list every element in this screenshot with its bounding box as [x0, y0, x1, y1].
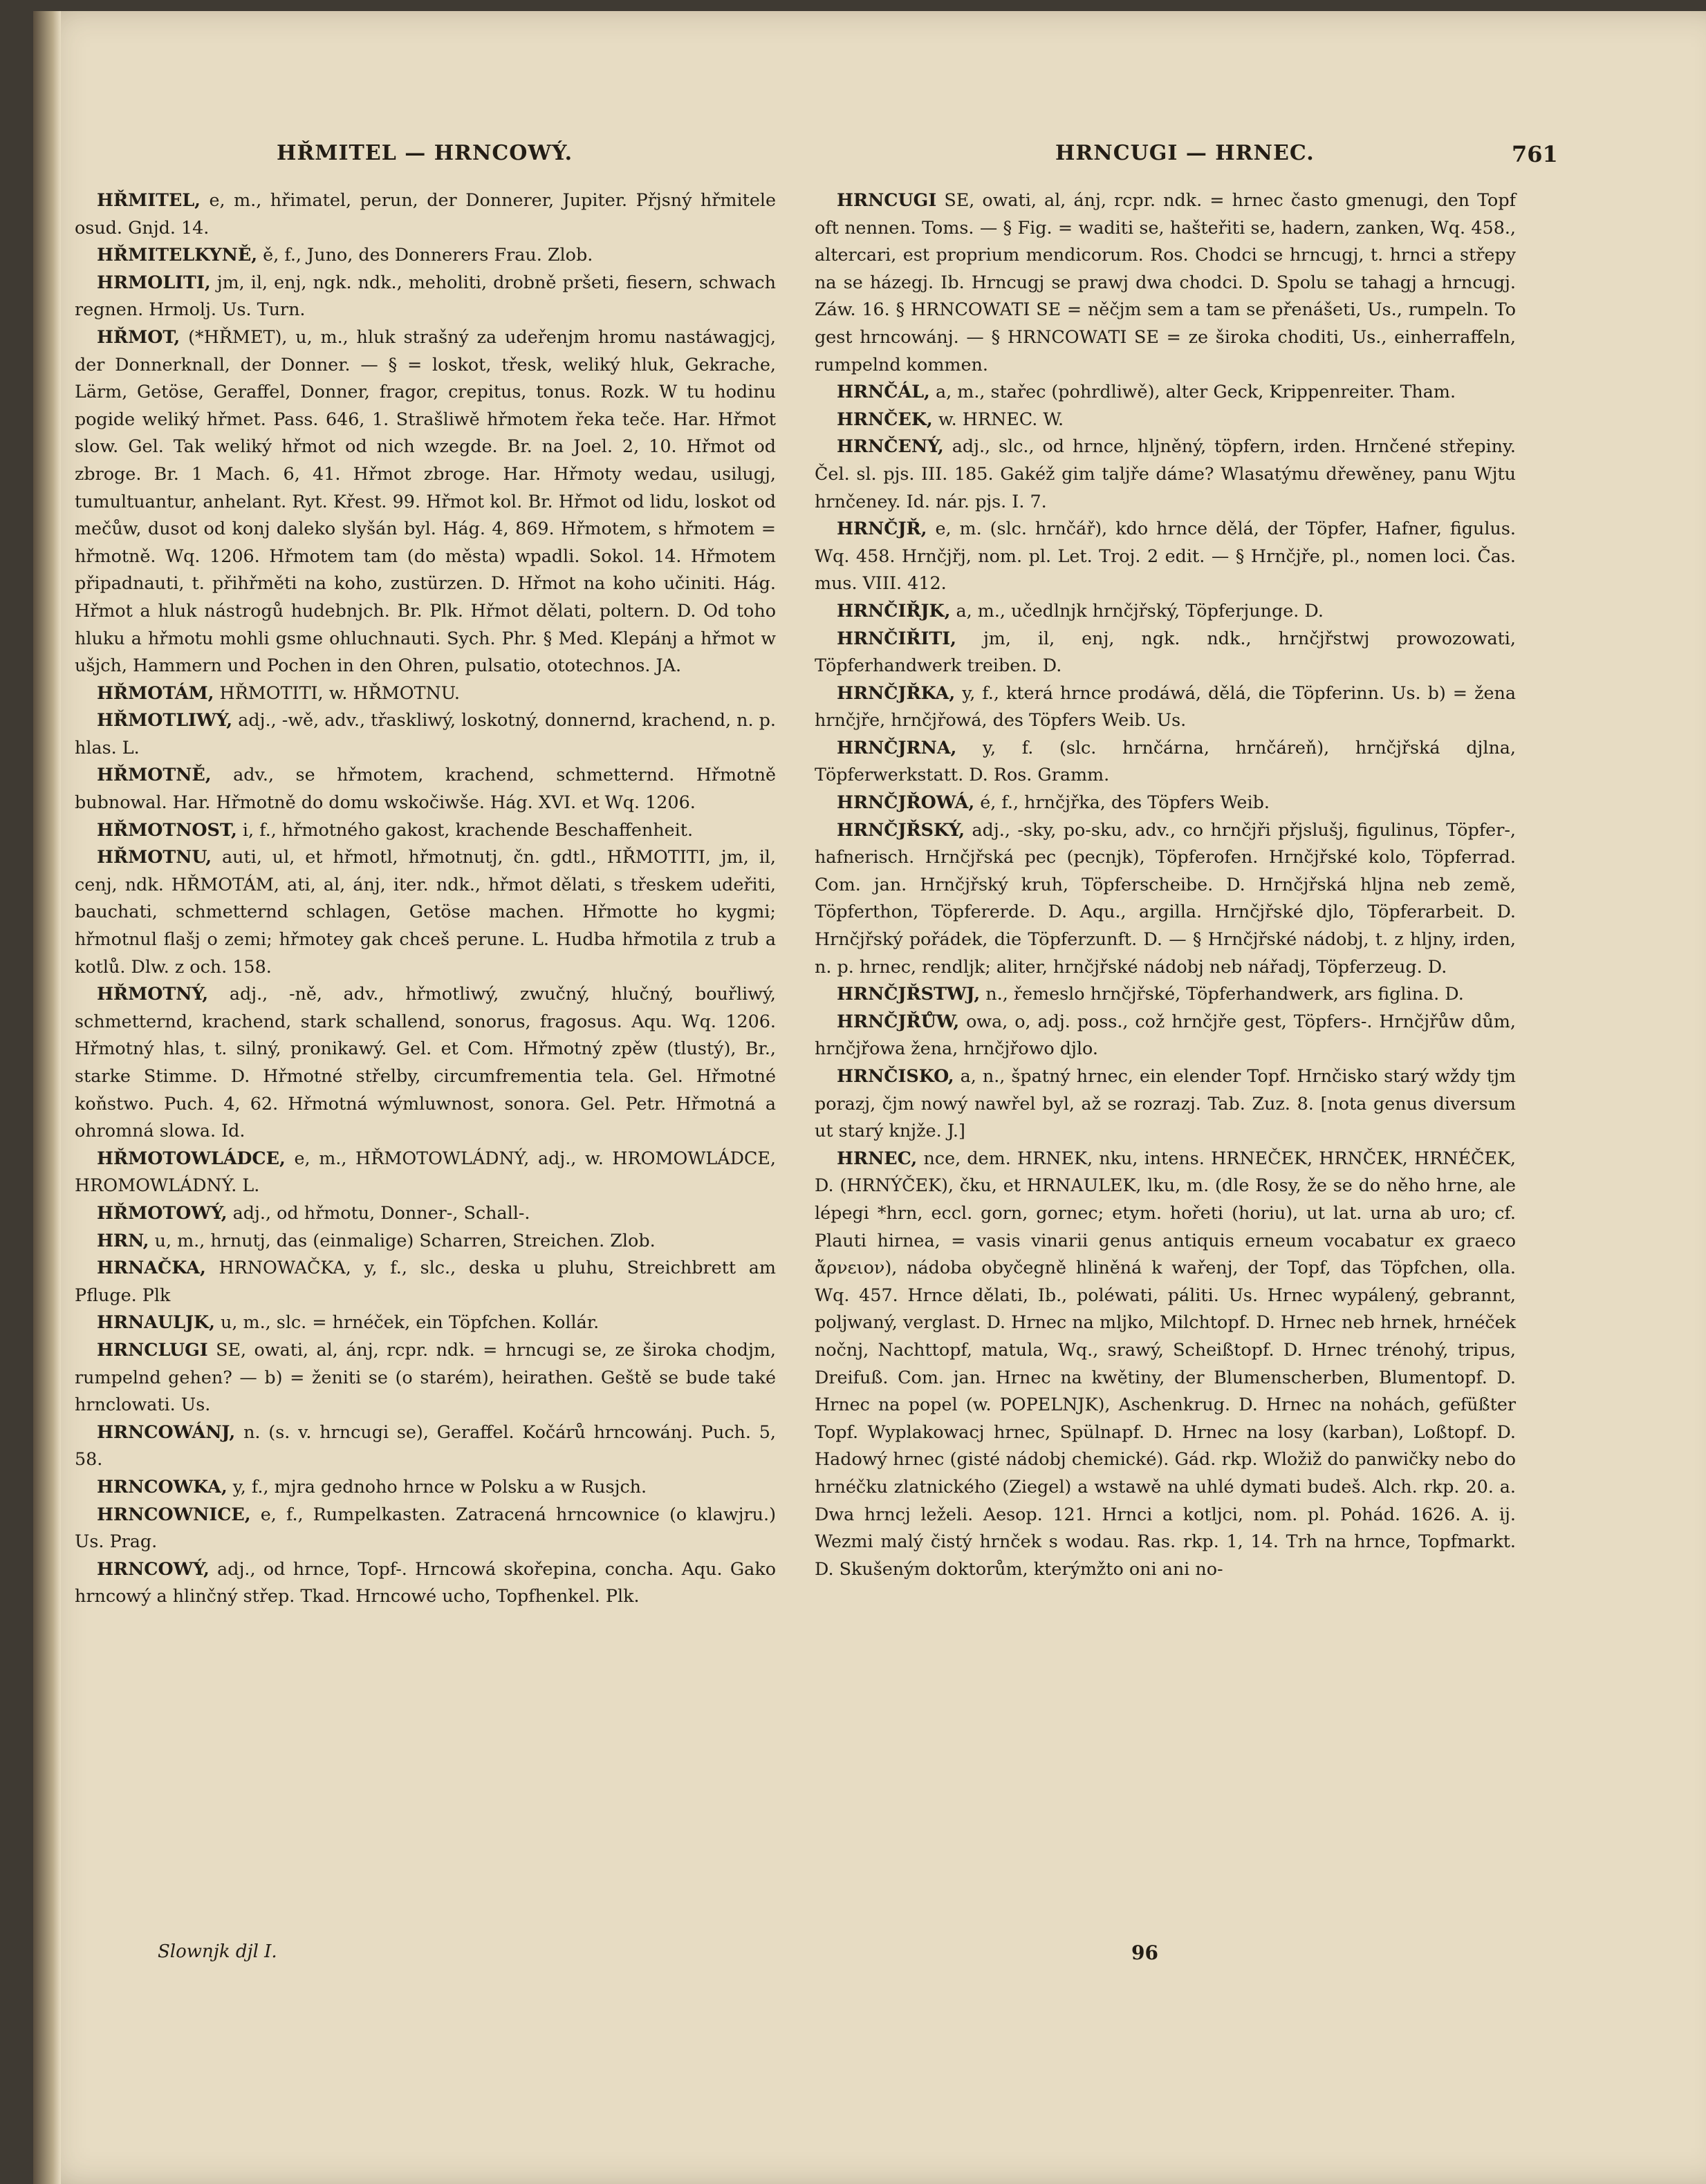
entry-headword: HŘMOTLIWÝ,	[97, 709, 233, 731]
entry-text: n. (s. v. hrncugi se), Geraffel. Kočárů hrncowánj. Puch. 5, 58.	[75, 1421, 776, 1470]
entry-text: jm, il, enj, ngk. ndk., meholiti, drobně pršeti, fiesern, schwach regnen. Hrmolj. Us. Turn.	[75, 271, 776, 320]
dictionary-entry	[75, 843, 776, 980]
entry-text: auti, ul, et hřmotl, hřmotnutj, čn. gdtl., HŘMOTITI, jm, il, cenj, ndk. HŘMOTÁM, ati, al, ánj, iter. ndk., hřmot dělati, s třeskem udeřiti, bauchati, schmetternd schlagen, Getöse machen. Hřmotte ho kygmi; hřmotnul flašj o zemi; hřmotey gak chceš perune. L. Hudba hřmotila z trub a kotlů. Dlw. z och. 158.	[75, 846, 777, 977]
entry-text: adj., -sky, po-sku, adv., co hrnčjři přjslušj, figulinus, Töpfer-, hafnerisch. Hrnčjřská pec (pecnjk), Töpferofen. Hrnčjřské kolo, Töpferrad. Com. jan. Hrnčjřský kruh, Töpferscheibe. D. Hrnčjřská hljna neb země, Töpferthon, Töpfererde. D. Aqu., argilla. Hrnčjřské djlo, Töpferarbeit. D. Hrnčjřský pořádek, die Töpferzunft. D. — § Hrnčjřské nádobj, t. z hljny, irden, n. p. hrnec, rendljk; aliter, hrnčjřské nádobj neb nářadj, Töpferzeug. D.	[815, 819, 1516, 977]
entry-text: a, m., stařec (pohrdliwě), alter Geck, Krippenreiter. Tham.	[935, 381, 1456, 402]
entry-text: HRNOWAČKA, y, f., slc., deska u pluhu, Streichbrett am Pfluge. Plk	[75, 1257, 776, 1305]
entry-headword: HRNČJŘSTWJ,	[837, 983, 981, 1005]
entry-headword: HŘMOTOWÝ,	[97, 1202, 228, 1223]
entry-text: a, m., učedlnjk hrnčjřský, Töpferjunge. D.	[956, 599, 1324, 621]
entry-headword: HŘMOTOWLÁDCE,	[97, 1147, 286, 1168]
dictionary-entry	[75, 761, 776, 816]
entry-text: a, n., špatný hrnec, ein elender Topf. Hrnčisko starý wždy tjm porazj, čjm nowý nawřel byl, až se rozrazj. Tab. Zuz. 8. [nota genus diversum ut starý knjže. J.]	[815, 1065, 1516, 1141]
dictionary-entry	[75, 269, 776, 324]
dictionary-entry	[815, 378, 1516, 406]
entry-headword: HRNČJŘŮW,	[837, 1010, 960, 1032]
entry-text: w. HRNEC. W.	[938, 408, 1064, 429]
dictionary-entry	[815, 515, 1516, 597]
entry-headword: HRNČENÝ,	[837, 436, 944, 457]
dictionary-page	[33, 11, 1706, 2184]
dictionary-entry	[75, 241, 776, 269]
entry-headword: HRNČJŘ,	[837, 518, 927, 539]
entry-headword: HRNČISKO,	[837, 1065, 954, 1086]
dictionary-entry	[815, 680, 1516, 734]
entry-headword: HŘMOTNĚ,	[97, 764, 212, 785]
entry-headword: HRNČIŘITI,	[837, 627, 956, 648]
signature-mark-left: Slownjk djl I.	[158, 1941, 277, 1962]
dictionary-entry	[75, 324, 776, 680]
entry-headword: HRNCOWKA,	[97, 1475, 228, 1497]
entry-headword: HRNCUGI	[837, 189, 937, 210]
dictionary-entry	[75, 816, 776, 844]
signature-mark-right: 96	[1131, 1941, 1158, 1964]
dictionary-entry	[815, 597, 1516, 625]
entry-text: SE, owati, al, ánj, rcpr. ndk. = hrnec často gmenugi, den Topf oft nennen. Toms. — § Fig. = waditi se, hašteřiti se, hadern, zanken, Wq. 458., altercari, est proprium mendicorum. Ros. Chodci se hrncugj, t. hrnci a střepy na se házegj. Ib. Hrncugj se prawj dwa chodci. D. Spolu se tahagj a hrncugj. Záw. 16. § HRNCOWATI SE = něčjm sem a tam se přenášeti, Us., rumpeln. To gest hrncowánj. — § HRNCOWATI SE = ze široka choditi, Us., einherraffeln, rumpelnd kommen.	[815, 189, 1516, 375]
entry-headword: HRNČIŘJK,	[837, 599, 951, 621]
right-column	[815, 187, 1516, 1583]
running-header-right: HRNCUGI — HRNEC.	[1055, 141, 1315, 165]
page-gutter-shadow	[33, 11, 61, 2184]
entry-text: y, f., mjra gednoho hrnce w Polsku a w Rusjch.	[232, 1475, 647, 1497]
left-column	[75, 187, 776, 1610]
entry-text: n., řemeslo hrnčjřské, Töpferhandwerk, ars figlina. D.	[985, 983, 1464, 1005]
dictionary-entry	[75, 1309, 776, 1336]
entry-text: adj., od hrnce, Topf-. Hrncowá skořepina, concha. Aqu. Gako hrncowý a hlinčný střep. Tkad. Hrncowé ucho, Topfhenkel. Plk.	[75, 1558, 776, 1607]
entry-headword: HŘMOTNÝ,	[97, 983, 209, 1005]
entry-headword: HRNČJŘSKÝ,	[837, 819, 965, 840]
entry-text: ě, f., Juno, des Donnerers Frau. Zlob.	[263, 244, 593, 265]
entry-text: HŘMOTITI, w. HŘMOTNU.	[219, 682, 460, 703]
entry-text: adj., slc., od hrnce, hljněný, töpfern, irden. Hrnčené střepiny. Čel. sl. pjs. III. 185. Gakéž gim taljře dáme? Wlasatýmu dřewěney, panu Wjtu hrnčeney. Id. nár. pjs. I. 7.	[815, 436, 1516, 512]
running-header-left: HŘMITEL — HRNCOWÝ.	[277, 141, 573, 165]
entry-text: adj., -wě, adv., třaskliwý, loskotný, donnernd, krachend, n. p. hlas. L.	[75, 709, 776, 758]
entry-text: y, f. (slc. hrnčárna, hrnčáreň), hrnčjřská djlna, Töpferwerkstatt. D. Ros. Gramm.	[815, 736, 1517, 785]
entry-headword: HRNČJRNA,	[837, 736, 957, 758]
page-number: 761	[1512, 141, 1558, 167]
dictionary-entry	[75, 1336, 776, 1419]
dictionary-entry	[75, 187, 776, 241]
dictionary-entry	[815, 816, 1516, 981]
dictionary-entry	[815, 1063, 1516, 1145]
entry-headword: HRMOLITI,	[97, 271, 211, 292]
entry-headword: HRNAČKA,	[97, 1257, 206, 1278]
entry-headword: HŘMOTNU,	[97, 846, 212, 868]
entry-headword: HRNEC,	[837, 1147, 918, 1168]
entry-text: é, f., hrnčjřka, des Töpfers Weib.	[980, 792, 1270, 813]
dictionary-entry	[75, 1227, 776, 1255]
dictionary-entry	[75, 1419, 776, 1473]
entry-text: i, f., hřmotného gakost, krachende Beschaffenheit.	[242, 819, 694, 840]
entry-text: y, f., která hrnce prodáwá, dělá, die Töpferinn. Us. b) = žena hrnčjře, hrnčjřowá, des Töpfers Weib. Us.	[815, 682, 1516, 731]
entry-headword: HRNCLUGI	[97, 1338, 208, 1360]
entry-headword: HŘMOTNOST,	[97, 819, 237, 840]
dictionary-entry	[75, 707, 776, 761]
entry-text: e, f., Rumpelkasten. Zatracená hrncownice (o klawjru.) Us. Prag.	[75, 1503, 776, 1552]
entry-headword: HŘMITEL,	[97, 189, 201, 210]
dictionary-entry	[815, 734, 1516, 789]
entry-headword: HŘMOTÁM,	[97, 682, 214, 703]
entry-text: u, m., hrnutj, das (einmalige) Scharren, Streichen. Zlob.	[154, 1229, 656, 1251]
entry-headword: HRNČEK,	[837, 408, 933, 429]
dictionary-entry	[815, 789, 1516, 816]
dictionary-entry	[815, 406, 1516, 433]
entry-headword: HRNCOWÁNJ,	[97, 1421, 236, 1442]
entry-text: owa, o, adj. poss., což hrnčjře gest, Töpfers-. Hrnčjřůw dům, hrnčjřowa žena, hrnčjřowo djlo.	[815, 1010, 1516, 1059]
dictionary-entry	[75, 1473, 776, 1501]
entry-headword: HRNČJŘKA,	[837, 682, 956, 703]
entry-headword: HRNCOWNICE,	[97, 1503, 251, 1524]
entry-text: adv., se hřmotem, krachend, schmetternd. Hřmotně bubnowal. Har. Hřmotně do domu wskočiwše. Hág. XVI. et Wq. 1206.	[75, 764, 777, 813]
dictionary-entry	[815, 433, 1516, 515]
entry-headword: HRNČJŘOWÁ,	[837, 792, 975, 813]
entry-text: adj., -ně, adv., hřmotliwý, zwučný, hlučný, bouřliwý, schmetternd, krachend, stark schallend, sonorus, fragosus. Aqu. Wq. 1206. Hřmotný hlas, t. silný, pronikawý. Gel. et Com. Hřmotný zpěw (tlustý), Br., starke Stimme. D. Hřmotné střelby, circumfrementia tela. Gel. Hřmotné koňstwo. Puch. 4, 62. Hřmotná wýmluwnost, sonora. Gel. Petr. Hřmotná a ohromná slowa. Id.	[75, 983, 776, 1141]
dictionary-entry	[75, 1556, 776, 1610]
dictionary-entry	[815, 625, 1516, 680]
dictionary-entry	[815, 980, 1516, 1008]
dictionary-entry	[815, 187, 1516, 378]
dictionary-entry	[75, 680, 776, 707]
dictionary-entry	[815, 1008, 1516, 1063]
entry-text: e, m., hřimatel, perun, der Donnerer, Jupiter. Přjsný hřmitele osud. Gnjd. 14.	[75, 189, 776, 238]
dictionary-entry	[75, 980, 776, 1145]
dictionary-entry	[75, 1145, 776, 1200]
dictionary-entry	[75, 1200, 776, 1227]
entry-text: SE, owati, al, ánj, rcpr. ndk. = hrncugi se, ze široka chodjm, rumpelnd gehen? — b) = ženiti se (o starém), heirathen. Geště se bude také hrnclowati. Us.	[75, 1338, 777, 1415]
entry-text: nce, dem. HRNEK, nku, intens. HRNEČEK, HRNČEK, HRNÉČEK, D. (HRNÝČEK), čku, et HRNAULEK, lku, m. (dle Rosy, že se do něho hrne, ale lépegi *hrn, eccl. gorn, gornec; etym. hořeti (horiu), ut lat. urna ab uro; cf. Plauti hirnea, = vasis vinarii genus antiquis erneum vocabatur ex graeco ἄρνειον), nádoba obyčegně hliněná k wařenj, der Topf, das Töpfchen, olla. Wq. 457. Hrnce dělati, Ib., poléwati, páliti. Us. Hrnec wypálený, gebrannt, poljwaný, verglast. D. Hrnec na mljko, Milchtopf. D. Hrnec neb hrnek, hrnéček nočnj, Nachttopf, matula, Wq., srawý, Scheißtopf. D. Hrnec trénohý, tripus, Dreifuß. Com. jan. Hrnec na kwětiny, der Blumenscherben, Blumentopf. D. Hrnec na popel (w. POPELNJK), Aschenkrug. D. Hrnec na nohách, gefüßter Topf. Wyplakowacj hrnec, Spülnapf. D. Hrnec na losy (karban), Loßtopf. D. Hadowý hrnec (gisté nádobj chemické). Gád. rkp. Wložiž do panwičky nebo do hrnéčku zlatnického (Ziegel) a wstawě na uhlé dymati budeš. Alch. rkp. 20. a. Dwa hrncj leželi. Aesop. 121. Hrnci a kotljci, nom. pl. Pohád. 1626. A. ij. Wezmi malý čistý hrnček s wodau. Ras. rkp. 1, 14. Trh na hrnce, Topfmarkt. D. Skušeným doktorům, kterýmžto oni ani no-	[815, 1147, 1517, 1579]
dictionary-entry	[815, 1145, 1516, 1583]
entry-text: jm, il, enj, ngk. ndk., hrnčjřstwj prowozowati, Töpferhandwerk treiben. D.	[815, 627, 1516, 676]
entry-text: (*HŘMET), u, m., hluk strašný za udeřenjm hromu nastáwagjcj, der Donnerknall, der Donner. — § = loskot, třesk, weliký hluk, Gekrache, Lärm, Getöse, Geraffel, Donner, fragor, crepitus, tonus. Rozk. W tu hodinu pogide weliký hřmet. Pass. 646, 1. Strašliwě hřmotem řeka teče. Har. Hřmot slow. Gel. Tak weliký hřmot od nich wzegde. Br. na Joel. 2, 10. Hřmot od zbroge. Br. 1 Mach. 6, 41. Hřmot zbroge. Har. Hřmoty wedau, usilugj, tumultuantur, anhelant. Ryt. Křest. 99. Hřmot kol. Br. Hřmot od lidu, loskot od mečůw, dusot od konj daleko slyšán byl. Hág. 4, 869. Hřmotem, s hřmotem = hřmotně. Wq. 1206. Hřmotem tam (do města) wpadli. Sokol. 14. Hřmotem připadnauti, t. přihřměti na koho, zustürzen. D. Hřmot na koho učiniti. Hág. Hřmot a hluk nástrogů hudebnjch. Br. Plk. Hřmot dělati, poltern. D. Od toho hluku a hřmotu mohli gsme ohluchnauti. Sych. Phr. § Med. Klepánj a hřmot w ušjch, Hammern und Pochen in den Ohren, pulsatio, ototechnos. JA.	[75, 326, 776, 676]
entry-text: u, m., slc. = hrnéček, ein Töpfchen. Kollár.	[221, 1312, 600, 1333]
dictionary-entry	[75, 1254, 776, 1309]
entry-headword: HRNAULJK,	[97, 1312, 215, 1333]
entry-headword: HRNČÁL,	[837, 381, 930, 402]
entry-headword: HRNCOWÝ,	[97, 1558, 210, 1579]
dictionary-entry	[75, 1501, 776, 1556]
entry-text: adj., od hřmotu, Donner-, Schall-.	[232, 1202, 530, 1223]
entry-text: e, m. (slc. hrnčář), kdo hrnce dělá, der Töpfer, Hafner, figulus. Wq. 458. Hrnčjřj, nom. pl. Let. Troj. 2 edit. — § Hrnčjře, pl., nomen loci. Čas. mus. VIII. 412.	[815, 518, 1516, 594]
entry-headword: HRN,	[97, 1229, 149, 1251]
entry-text: e, m., HŘMOTOWLÁDNÝ, adj., w. HROMOWLÁDCE, HROMOWLÁDNÝ. L.	[75, 1147, 776, 1196]
entry-headword: HŘMOT,	[97, 326, 180, 347]
entry-headword: HŘMITELKYNĚ,	[97, 244, 258, 265]
